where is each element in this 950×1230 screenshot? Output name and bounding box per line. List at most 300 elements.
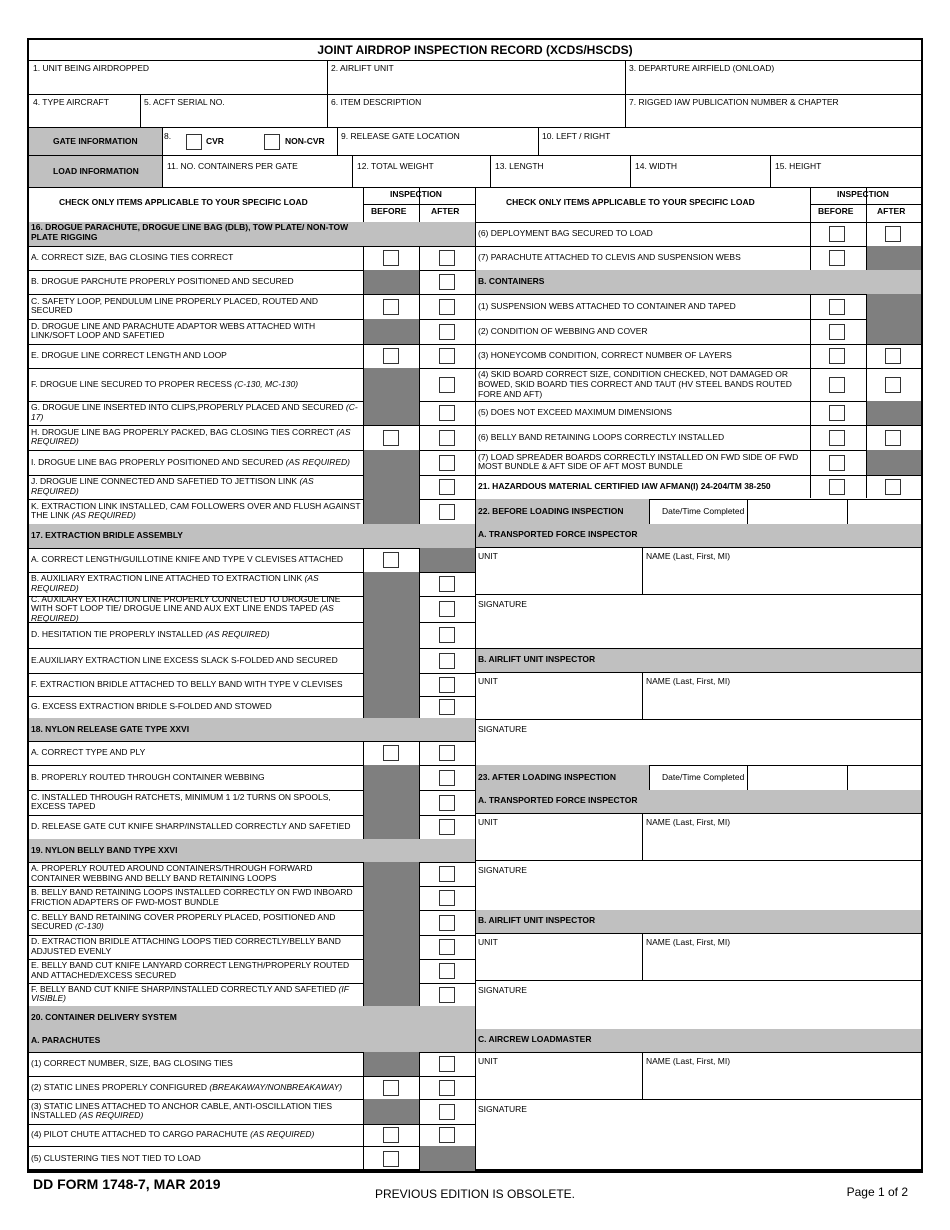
signature-input[interactable] (476, 612, 921, 638)
inspection-checkbox[interactable] (439, 405, 455, 421)
rule (363, 204, 475, 205)
label-text: G. DROGUE LINE INSERTED INTO CLIPS,PROPERLY PLACED AND SECURED (31, 402, 344, 412)
inspection-checkbox[interactable] (439, 274, 455, 290)
item-description-input[interactable] (327, 108, 625, 126)
inspection-checkbox[interactable] (439, 939, 455, 955)
label-text: (7) PARACHUTE ATTACHED TO CLEVIS AND SUSPENSION WEBS (478, 252, 741, 262)
containers-per-gate-label (167, 162, 298, 172)
inspection-checkbox[interactable] (186, 134, 202, 150)
inspection-checkbox[interactable] (439, 324, 455, 340)
rule (29, 246, 475, 247)
label-qualifier: (AS REQUIRED) (285, 456, 350, 467)
cvr-label (206, 137, 224, 147)
label-text: LOAD INFORMATION (53, 166, 139, 176)
label-text: C. BELLY BAND RETAINING COVER PROPERLY PLACED, POSITIONED AND SECURED (31, 911, 336, 932)
signature-label (478, 986, 527, 996)
inspection-checkbox[interactable] (829, 455, 845, 471)
transported-force-inspector-after-title (478, 796, 637, 806)
label-text: NAME (Last, First, MI) (646, 551, 731, 561)
label-text: K. EXTRACTION LINK INSTALLED, CAM FOLLOWERS OVER AND FLUSH AGAINST THE LINK (31, 500, 361, 521)
label-text: NAME (Last, First, MI) (646, 1056, 731, 1066)
date-time-input[interactable] (748, 499, 847, 524)
section-title (478, 277, 544, 287)
label-text: 8. (164, 131, 172, 141)
rigged-iaw-label (629, 98, 839, 108)
checklist-item-label (478, 408, 806, 418)
rule (352, 155, 353, 187)
label-text: SIGNATURE (478, 865, 527, 875)
not-applicable-cell (867, 294, 921, 319)
label-text: 9. RELEASE GATE LOCATION (341, 131, 460, 141)
label-text: 10. LEFT / RIGHT (542, 131, 611, 141)
type-aircraft-input[interactable] (29, 108, 140, 126)
label-text: (3) STATIC LINES ATTACHED TO ANCHOR CABLE, ANTI-OSCILLATION TIES INSTALLED (31, 1100, 333, 1121)
label-text: D. EXTRACTION BRIDLE ATTACHING LOOPS TIED CORRECTLY/BELLY BAND ADJUSTED EVENLY (31, 936, 341, 956)
checklist-item-label (31, 277, 361, 287)
name-input[interactable] (642, 948, 921, 978)
inspection-checkbox[interactable] (383, 1127, 399, 1143)
checklist-item-label (31, 1154, 361, 1164)
label-qualifier: (C-130, MC-130) (234, 378, 299, 389)
inspection-checkbox[interactable] (439, 699, 455, 715)
release-gate-location-input[interactable] (337, 143, 538, 155)
checklist-item-label (31, 961, 361, 981)
checklist-item-label (31, 1102, 361, 1122)
label-text: 11. NO. CONTAINERS PER GATE (167, 161, 298, 171)
rule (476, 1052, 921, 1053)
total-weight-label (357, 162, 434, 172)
label-text: F. DROGUE LINE SECURED TO PROPER RECESS (31, 378, 232, 389)
label-text: (2) CONDITION OF WEBBING AND COVER (478, 325, 648, 336)
unit-label (478, 552, 498, 562)
inspection-checkbox[interactable] (829, 324, 845, 340)
label-text: (5) CLUSTERING TIES NOT TIED TO LOAD (31, 1152, 201, 1163)
name-input[interactable] (642, 687, 921, 717)
label-text: A. CORRECT SIZE, BAG CLOSING TIES CORRECT (31, 252, 234, 262)
rule (476, 719, 921, 720)
departure-airfield-label (629, 64, 774, 74)
label-qualifier: (AS REQUIRED) (79, 1110, 144, 1121)
label-text: UNIT (478, 1056, 498, 1066)
unit-input[interactable] (476, 828, 642, 858)
checklist-item-label (478, 351, 806, 361)
inspection-checkbox[interactable] (383, 299, 399, 315)
inspection-checkbox[interactable] (829, 405, 845, 421)
unit-airdropped-input[interactable] (29, 75, 327, 93)
label-text: SIGNATURE (478, 985, 527, 995)
label-text: 21. HAZARDOUS MATERIAL CERTIFIED IAW AFMAN(I) 24-204/TM 38-250 (478, 481, 771, 491)
inspection-checkbox[interactable] (829, 377, 845, 393)
label-qualifier: (AS REQUIRED) (71, 510, 136, 521)
rule (810, 204, 921, 205)
inspection-heading-left (390, 190, 442, 200)
checklist-item-label (31, 656, 361, 666)
rule (476, 672, 921, 673)
unit-label (478, 818, 498, 828)
label-text: AFTER (431, 206, 460, 216)
not-applicable-cell (364, 401, 419, 425)
section-title (31, 531, 183, 541)
checklist-item-label (478, 229, 806, 239)
label-text: F. EXTRACTION BRIDLE ATTACHED TO BELLY BAND WITH TYPE V CLEVISES (31, 678, 343, 689)
inspection-checkbox[interactable] (439, 770, 455, 786)
label-qualifier: (AS REQUIRED) (31, 426, 351, 447)
label-text: C. SAFETY LOOP, PENDULUM LINE PROPERLY PLACED, ROUTED AND SECURED (31, 295, 319, 316)
section-title (31, 1013, 177, 1023)
inspection-checkbox[interactable] (439, 1104, 455, 1120)
rule (29, 1124, 475, 1125)
label-text: BEFORE (818, 206, 854, 216)
departure-airfield-input[interactable] (625, 75, 921, 93)
label-text: GATE INFORMATION (53, 136, 138, 146)
inspection-checkbox[interactable] (439, 479, 455, 495)
label-text: E.AUXILIARY EXTRACTION LINE EXCESS SLACK S-FOLDED AND SECURED (31, 654, 338, 665)
checklist-item-label (31, 1130, 361, 1140)
label-text: 6. ITEM DESCRIPTION (331, 97, 422, 107)
not-applicable-cell (364, 572, 419, 596)
inspection-checkbox[interactable] (885, 479, 901, 495)
label-text: (2) STATIC LINES PROPERLY CONFIGURED (31, 1081, 208, 1092)
checklist-item-label (31, 403, 361, 423)
inspection-checkbox[interactable] (439, 677, 455, 693)
label-text: 2. AIRLIFT UNIT (331, 63, 394, 73)
label-text: D. RELEASE GATE CUT KNIFE SHARP/INSTALLED CORRECTLY AND SAFETIED (31, 821, 351, 831)
not-applicable-cell (364, 673, 419, 696)
inspection-checkbox[interactable] (885, 377, 901, 393)
label-text: B. AIRLIFT UNIT INSPECTOR (478, 915, 596, 925)
label-text: (5) DOES NOT EXCEED MAXIMUM DIMENSIONS (478, 407, 672, 417)
label-text: 19. NYLON BELLY BAND TYPE XXVI (31, 844, 178, 855)
inspection-checkbox[interactable] (439, 987, 455, 1003)
inspection-checkbox[interactable] (439, 430, 455, 446)
unit-input[interactable] (476, 687, 642, 717)
label-text: 4. TYPE AIRCRAFT (33, 97, 109, 107)
inspection-checkbox[interactable] (885, 226, 901, 242)
inspection-checkbox[interactable] (439, 915, 455, 931)
rule (476, 344, 921, 345)
inspection-checkbox[interactable] (829, 226, 845, 242)
rigged-iaw-input[interactable] (625, 108, 921, 126)
name-label (646, 818, 730, 828)
label-text: 1. UNIT BEING AIRDROPPED (33, 63, 150, 73)
length-label (495, 162, 544, 172)
not-applicable-cell (867, 319, 921, 344)
unit-input[interactable] (476, 948, 642, 978)
checklist-item-label (31, 937, 361, 957)
airlift-unit-inspector-title (478, 655, 595, 665)
label-text: (1) CORRECT NUMBER, SIZE, BAG CLOSING TIES (31, 1058, 233, 1068)
label-text: 23. AFTER LOADING INSPECTION (478, 771, 617, 782)
rule (162, 127, 163, 187)
label-text: UNIT (478, 817, 498, 827)
label-text: D. DROGUE LINE AND PARACHUTE ADAPTOR WEBS ATTACHED WITH LINK/SOFT LOOP AND SAFETIED (31, 320, 316, 341)
inspection-checkbox[interactable] (885, 348, 901, 364)
date-time-input[interactable] (748, 765, 847, 790)
name-input[interactable] (642, 828, 921, 858)
label-text: SIGNATURE (478, 724, 527, 734)
label-text: 20. CONTAINER DELIVERY SYSTEM (31, 1011, 177, 1022)
before-heading-right (818, 207, 853, 217)
name-input[interactable] (642, 562, 921, 592)
inspection-checkbox[interactable] (885, 430, 901, 446)
label-text: A. CORRECT TYPE AND PLY (31, 747, 146, 757)
checklist-item-label (31, 985, 361, 1005)
rule (630, 155, 631, 187)
check-only-heading-left (59, 198, 308, 208)
inspection-checkbox[interactable] (439, 963, 455, 979)
not-applicable-cell (364, 319, 419, 344)
inspection-checkbox[interactable] (439, 795, 455, 811)
label-qualifier: (AS REQUIRED) (31, 573, 319, 593)
label-text: SIGNATURE (478, 1104, 527, 1114)
label-text: 15. HEIGHT (775, 161, 822, 171)
rule (29, 1146, 475, 1147)
width-label (635, 162, 677, 172)
checklist-item-label (31, 574, 361, 594)
label-text: INSPECTION (390, 189, 442, 199)
inspection-checkbox[interactable] (439, 1127, 455, 1143)
label-text: 18. NYLON RELEASE GATE TYPE XXVI (31, 723, 190, 734)
form-number: DD FORM 1748-7, MAR 2019 (33, 1176, 221, 1192)
label-text: (1) SUSPENSION WEBS ATTACHED TO CONTAINER AND TAPED (478, 300, 736, 311)
after-heading-left (431, 207, 459, 217)
label-qualifier: (AS REQUIRED) (205, 629, 270, 639)
label-text: SIGNATURE (478, 599, 527, 609)
label-text: 13. LENGTH (495, 161, 544, 171)
unit-input[interactable] (476, 562, 642, 592)
after-heading-right (877, 207, 905, 217)
label-text: A. PARACHUTES (31, 1034, 101, 1045)
airlift-unit-input[interactable] (327, 75, 625, 93)
not-applicable-cell (364, 648, 419, 673)
inspection-checkbox[interactable] (439, 627, 455, 643)
not-applicable-cell (364, 596, 419, 622)
inspection-checkbox[interactable] (439, 819, 455, 835)
left-right-label (542, 132, 610, 142)
label-text: B. PROPERLY ROUTED THROUGH CONTAINER WEBBING (31, 771, 265, 782)
checklist-item-label (31, 555, 361, 565)
checklist-item-label (31, 458, 361, 468)
checklist-item-label (31, 864, 361, 884)
checklist-item-label (31, 793, 361, 813)
checklist-item-label (31, 253, 361, 263)
label-text: CHECK ONLY ITEMS APPLICABLE TO YOUR SPECIFIC LOAD (59, 197, 308, 207)
rule (810, 187, 811, 498)
label-text: NAME (Last, First, MI) (646, 937, 731, 947)
signature-input[interactable] (476, 878, 921, 904)
inspection-checkbox[interactable] (829, 479, 845, 495)
inspection-checkbox[interactable] (829, 250, 845, 266)
section-title (31, 725, 189, 735)
height-label (775, 162, 821, 172)
rule (476, 475, 921, 476)
checklist-item-label (31, 428, 361, 448)
inspection-checkbox[interactable] (829, 348, 845, 364)
item-description-label (331, 98, 421, 108)
checklist-item-label (31, 297, 361, 317)
unit-label (478, 1057, 498, 1067)
inspection-checkbox[interactable] (439, 745, 455, 761)
not-applicable-cell (364, 959, 419, 983)
not-applicable-cell (867, 401, 921, 425)
checklist-item-label (31, 888, 361, 908)
inspection-checkbox[interactable] (383, 1080, 399, 1096)
rule (476, 813, 921, 814)
inspection-checkbox[interactable] (439, 890, 455, 906)
label-text: NAME (Last, First, MI) (646, 676, 731, 686)
inspection-checkbox[interactable] (829, 299, 845, 315)
signature-input[interactable] (476, 737, 921, 763)
checklist-item-label (31, 913, 361, 933)
label-text: I. DROGUE LINE BAG PROPERLY POSITIONED AND SECURED (31, 456, 284, 467)
checklist-item-label (478, 453, 806, 473)
inspection-checkbox[interactable] (439, 1080, 455, 1096)
label-text: 22. BEFORE LOADING INSPECTION (478, 505, 624, 516)
name-label (646, 1057, 730, 1067)
label-text: B. AUXILIARY EXTRACTION LINE ATTACHED TO EXTRACTION LINK (31, 573, 303, 583)
rule (29, 94, 921, 95)
label-text: 7. RIGGED IAW PUBLICATION NUMBER & CHAPTER (629, 97, 839, 107)
not-applicable-cell (364, 499, 419, 524)
label-qualifier: (BREAKAWAY/NONBREAKAWAY) (209, 1081, 343, 1092)
inspection-checkbox[interactable] (383, 745, 399, 761)
label-text: D. HESITATION TIE PROPERLY INSTALLED (31, 629, 203, 639)
label-text: CVR (206, 136, 224, 146)
signature-label (478, 600, 527, 610)
not-applicable-cell (364, 910, 419, 935)
rule (649, 499, 650, 524)
inspection-checkbox[interactable] (439, 299, 455, 315)
name-input[interactable] (642, 1067, 921, 1097)
rule (538, 127, 539, 155)
inspection-checkbox[interactable] (439, 653, 455, 669)
label-text: A. TRANSPORTED FORCE INSPECTOR (478, 795, 638, 805)
not-applicable-cell (364, 368, 419, 401)
date-time-label (662, 507, 744, 517)
inspection-checkbox[interactable] (439, 866, 455, 882)
label-text: NAME (Last, First, MI) (646, 817, 731, 827)
rule (29, 741, 475, 742)
label-text: 12. TOTAL WEIGHT (357, 161, 434, 171)
name-label (646, 552, 730, 562)
inspection-checkbox[interactable] (439, 601, 455, 617)
transported-force-inspector-title (478, 530, 637, 540)
unit-label (478, 677, 498, 687)
not-applicable-cell (364, 1099, 419, 1124)
label-text: C. AIRCREW LOADMASTER (478, 1034, 592, 1044)
acft-serial-label (144, 98, 225, 108)
checklist-item-label (31, 351, 361, 361)
page-number: Page 1 of 2 (846, 1185, 908, 1199)
checklist-item-label (478, 370, 806, 399)
signature-input[interactable] (476, 998, 921, 1024)
inspection-checkbox[interactable] (439, 250, 455, 266)
label-text: G. EXCESS EXTRACTION BRIDLE S-FOLDED AND STOWED (31, 701, 272, 711)
form-title: JOINT AIRDROP INSPECTION RECORD (XCDS/HSCDS) (317, 43, 633, 57)
inspection-checkbox[interactable] (383, 1151, 399, 1167)
not-applicable-cell (364, 622, 419, 648)
checklist-item-label (31, 1059, 361, 1069)
not-applicable-cell (364, 983, 419, 1006)
signature-input[interactable] (476, 1117, 921, 1143)
signature-label (478, 725, 527, 735)
label-text: C. AUXILARY EXTRACTION LINE PROPERLY CONNECTED TO DROGUE LINE WITH SOFT LOOP TIE/ DROGUE LINE AND AUX EXT LINE ENDS TAPED (31, 593, 341, 614)
checklist-item-label (478, 482, 806, 492)
rule (29, 1171, 475, 1172)
rule (476, 1099, 921, 1100)
not-applicable-cell (364, 450, 419, 475)
checklist-item-label (31, 380, 361, 390)
rule (476, 933, 921, 934)
label-text: 16. DROGUE PARACHUTE, DROGUE LINE BAG (DLB), TOW PLATE/ NON-TOW PLATE RIGGING (31, 222, 349, 242)
load-information-label (53, 167, 139, 177)
label-text: (7) LOAD SPREADER BOARDS CORRECTLY INSTALLED ON FWD SIDE OF FWD MOST BUNDLE & AFT SIDE OF AFT MOST BUNDLE (478, 451, 799, 472)
inspection-checkbox[interactable] (439, 455, 455, 471)
section-title (31, 223, 361, 243)
label-text: B. AIRLIFT UNIT INSPECTOR (478, 654, 596, 664)
label-text: (3) HONEYCOMB CONDITION, CORRECT NUMBER OF LAYERS (478, 350, 732, 360)
checklist-item-label (31, 502, 361, 522)
inspection-checkbox[interactable] (383, 348, 399, 364)
label-text: NON-CVR (285, 136, 325, 146)
inspection-checkbox[interactable] (439, 504, 455, 520)
not-applicable-cell (364, 475, 419, 499)
rule (649, 765, 650, 790)
unit-input[interactable] (476, 1067, 642, 1097)
not-applicable-cell (364, 815, 419, 839)
name-label (646, 677, 730, 687)
label-text: UNIT (478, 937, 498, 947)
date-time-label (662, 773, 744, 783)
release-gate-location-label (341, 132, 460, 142)
rule (770, 155, 771, 187)
inspection-checkbox[interactable] (439, 377, 455, 393)
label-text: F. BELLY BAND CUT KNIFE SHARP/INSTALLED CORRECTLY AND SAFETIED (31, 983, 337, 994)
label-text: INSPECTION (837, 189, 889, 199)
checklist-item-label (31, 680, 361, 690)
label-text: 5. ACFT SERIAL NO. (144, 97, 225, 107)
checklist-item-label (31, 1083, 361, 1093)
checklist-item-label (31, 630, 361, 640)
inspection-checkbox[interactable] (383, 552, 399, 568)
name-label (646, 938, 730, 948)
rule (847, 765, 848, 790)
inspection-checkbox[interactable] (383, 250, 399, 266)
inspection-checkbox[interactable] (439, 1056, 455, 1072)
inspection-checkbox[interactable] (439, 576, 455, 592)
inspection-checkbox[interactable] (439, 348, 455, 364)
inspection-checkbox[interactable] (264, 134, 280, 150)
label-qualifier: (AS REQUIRED) (250, 1129, 315, 1139)
rule (29, 548, 475, 549)
inspection-checkbox[interactable] (383, 430, 399, 446)
checklist-item-label (31, 595, 361, 624)
not-applicable-cell (364, 862, 419, 886)
checklist-item-label (31, 773, 361, 783)
not-applicable-cell (364, 886, 419, 910)
label-text: (4) PILOT CHUTE ATTACHED TO CARGO PARACHUTE (31, 1129, 248, 1139)
acft-serial-input[interactable] (140, 108, 327, 126)
rule (490, 155, 491, 187)
checklist-item-label (31, 748, 361, 758)
label-text: B. CONTAINERS (478, 276, 545, 286)
non-cvr-label (285, 137, 325, 147)
checklist-item-label (31, 822, 361, 832)
not-applicable-cell (364, 270, 419, 294)
inspection-checkbox[interactable] (829, 430, 845, 446)
airlift-unit-inspector-after-title (478, 916, 595, 926)
not-applicable-cell (364, 935, 419, 959)
